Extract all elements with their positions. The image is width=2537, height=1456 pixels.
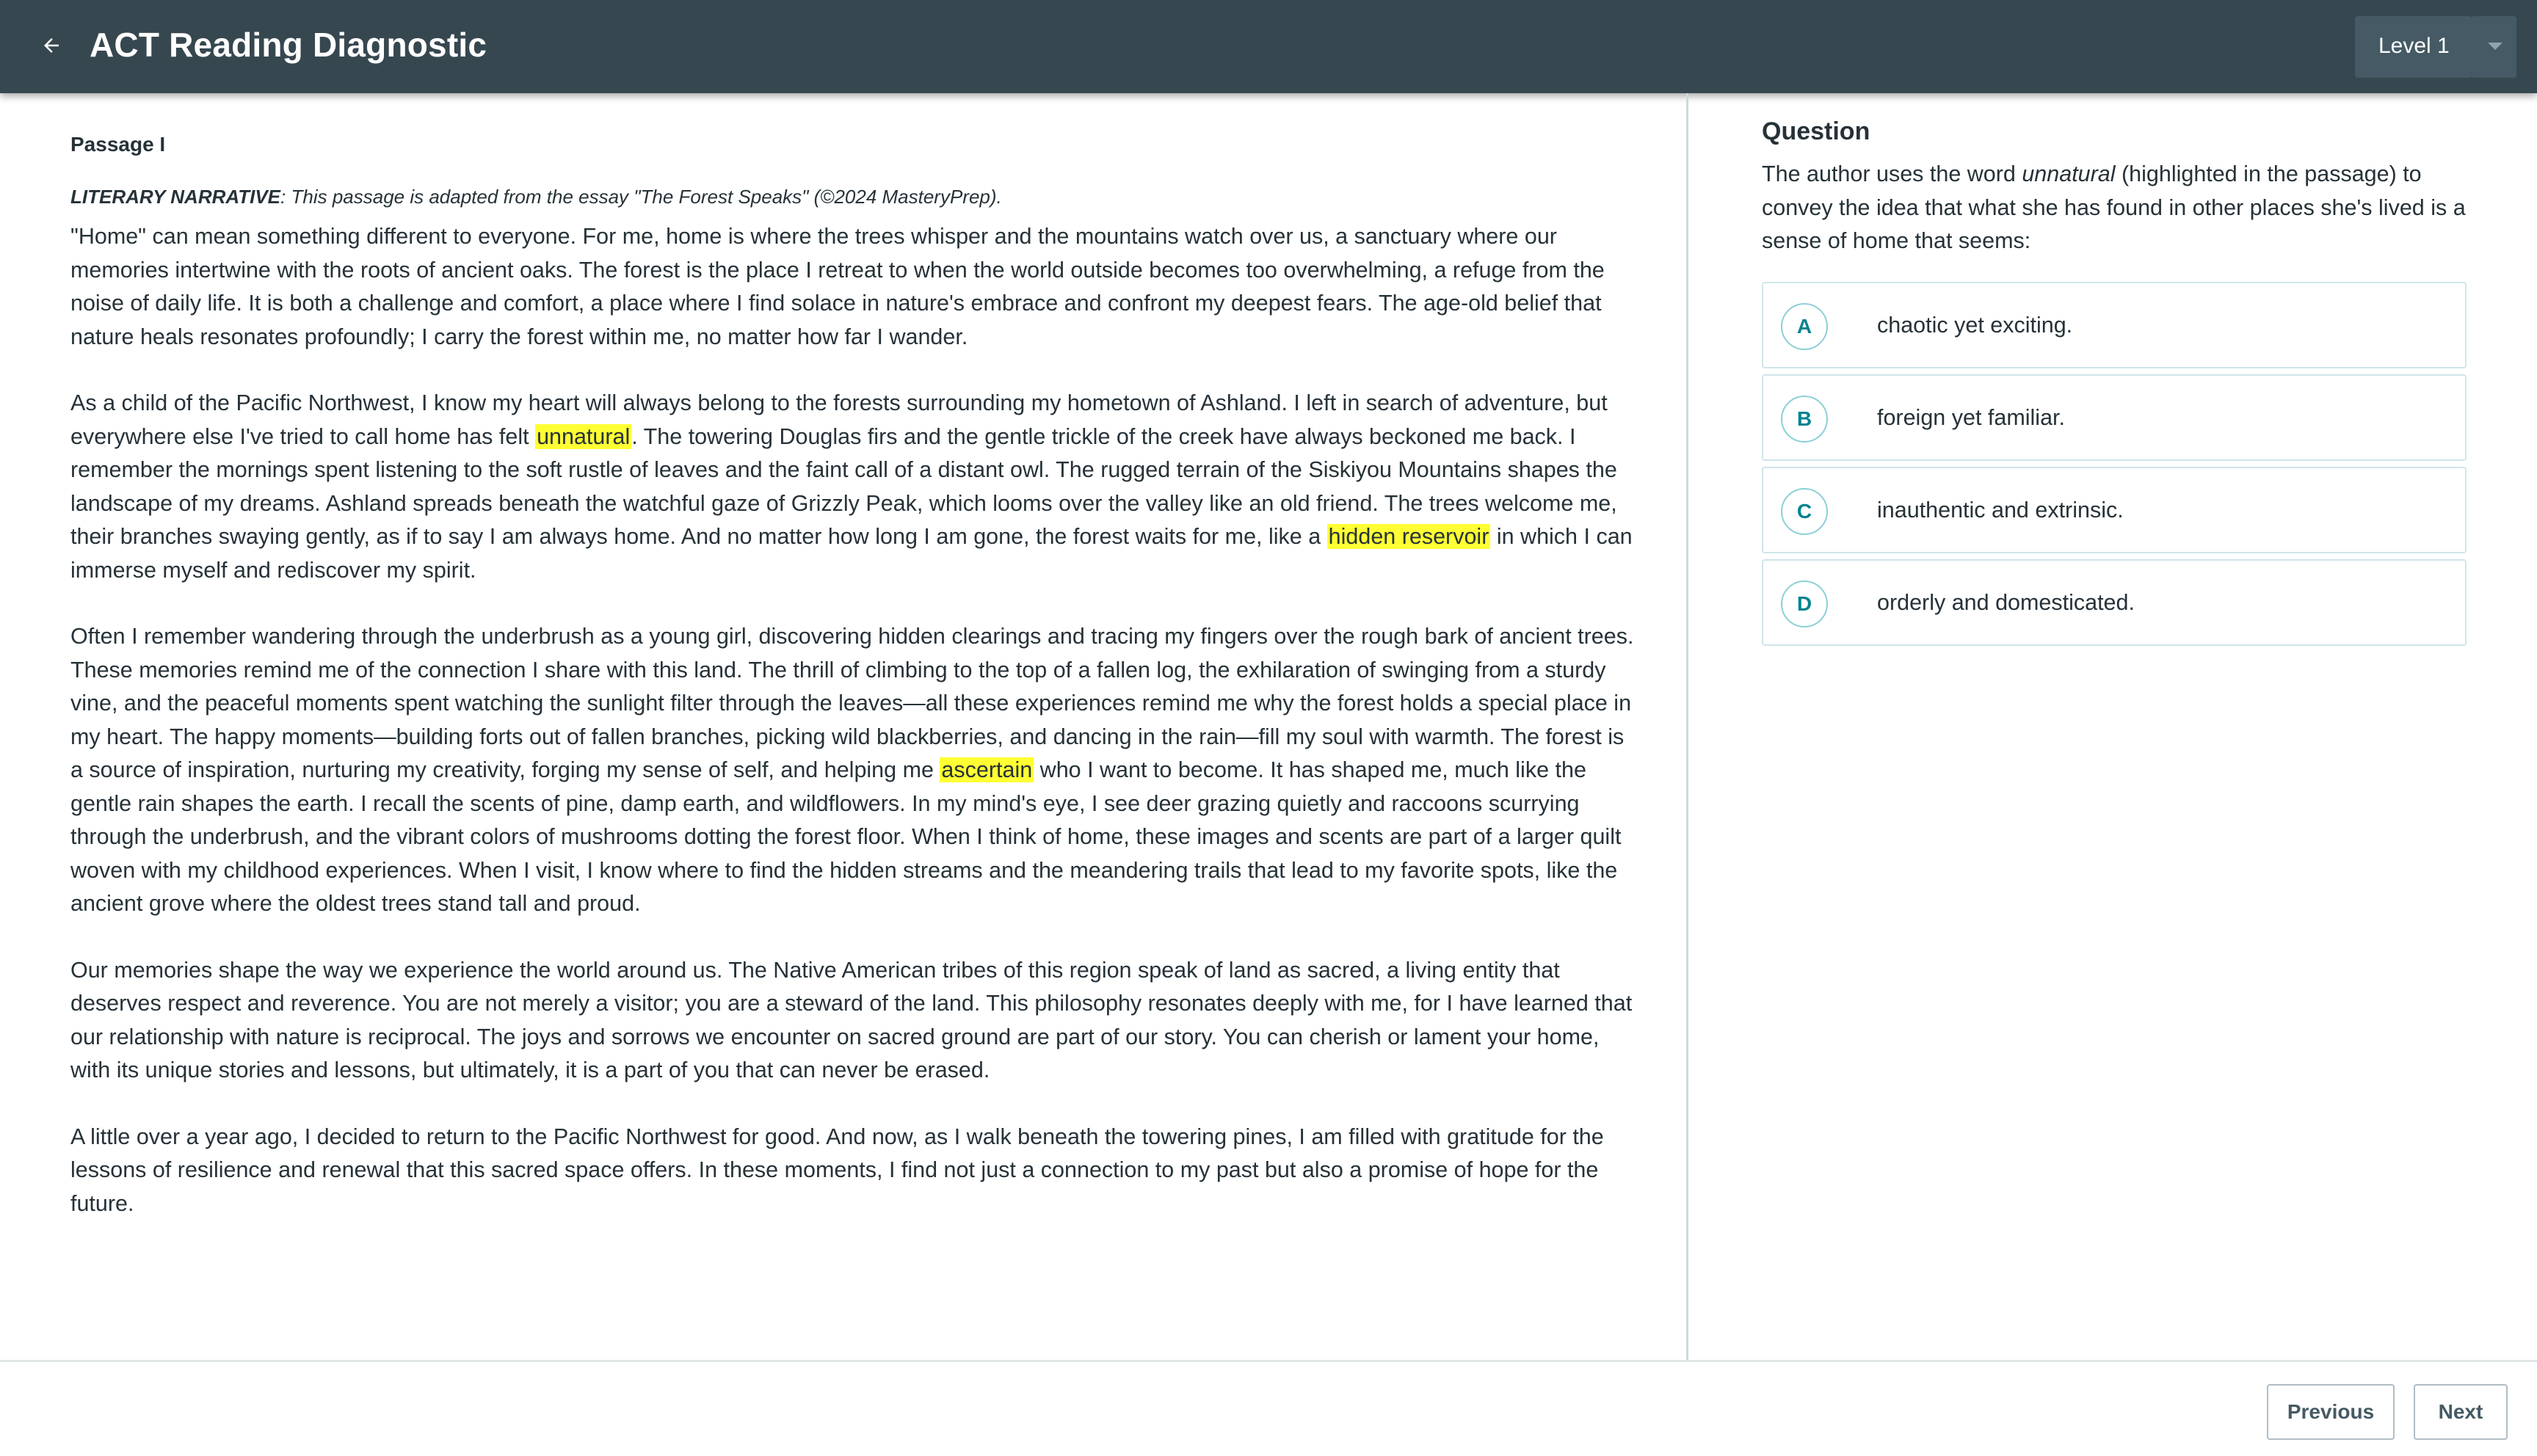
highlighted-term: ascertain bbox=[941, 757, 1033, 782]
choice-letter-badge: D bbox=[1781, 580, 1828, 627]
caret-down-icon bbox=[2488, 43, 2502, 50]
answer-choice-d[interactable] bbox=[1762, 559, 2467, 646]
passage-text: Our memories shape the way we experience the world around us. The Native American tribes of this region speak of land as sacred, a living entity that deserves respect and reverence. You are not merely a visitor; you are a steward of the land. This philosophy resonates deeply with me, for I have learned that our relationship with nature is reciprocal. The joys and sorrows we encounter on sacred ground are part of our story. You can cherish or lament your home, with its unique stories and lessons, but ultimately, it is a part of you that can never be erased. bbox=[70, 957, 1633, 1082]
passage-title: Passage I bbox=[70, 133, 166, 156]
passage-source bbox=[70, 186, 1641, 208]
choice-letter-badge: C bbox=[1781, 488, 1828, 535]
source-label: LITERARY NARRATIVE bbox=[70, 186, 281, 208]
highlighted-term: hidden reservoir bbox=[1328, 524, 1489, 549]
passage-text: "Home" can mean something different to everyone. For me, home is where the trees whisper and the mountains watch over us, a sanctuary where our memories intertwine with the roots of ancient oaks. The forest is the place I retreat to when the world outside becomes too overwhelming, a refuge from the noise of daily life. It is both a challenge and comfort, a place where I find solace in nature's embrace and confront my deepest fears. The age-old belief that nature heals resonates profoundly; I carry the forest within me, no matter how far I wander. bbox=[70, 224, 1605, 349]
source-text: : This passage is adapted from the essay "The Forest Speaks" (©2024 MasteryPrep). bbox=[280, 186, 1002, 208]
passage-paragraph bbox=[70, 954, 1641, 1088]
arrow-left-icon bbox=[40, 34, 62, 57]
back-button[interactable] bbox=[35, 29, 68, 62]
answer-choice-a[interactable] bbox=[1762, 282, 2467, 368]
level-select-value: Level 1 bbox=[2378, 34, 2450, 58]
choice-letter-badge: A bbox=[1781, 303, 1828, 350]
question-text-after: (highlighted in the passage) to convey the idea that what she has found in other places she's lived is a sense of home that seems: bbox=[1762, 161, 2466, 253]
choice-letter-badge: B bbox=[1781, 396, 1828, 443]
passage-panel bbox=[0, 93, 1688, 1360]
passage-text: A little over a year ago, I decided to return to the Pacific Northwest for good. And now, as I walk beneath the towering pines, I am filled with gratitude for the lessons of resilience and renewal that this sacred space offers. In these moments, I find not just a connection to my past but also a promise of hope for the future. bbox=[70, 1124, 1604, 1216]
passage-paragraphs bbox=[70, 220, 1641, 1220]
question-text-emphasis: unnatural bbox=[2022, 161, 2116, 186]
question-heading: Question bbox=[1762, 117, 1870, 145]
previous-button[interactable]: Previous bbox=[2267, 1384, 2395, 1440]
next-button[interactable]: Next bbox=[2414, 1384, 2508, 1440]
choice-text: foreign yet familiar. bbox=[1877, 405, 2065, 430]
passage-text: in which I can immerse myself and rediscover my spirit. bbox=[70, 524, 1633, 583]
footer-nav bbox=[0, 1360, 2537, 1456]
choice-text: inauthentic and extrinsic. bbox=[1877, 498, 2124, 523]
choice-text: chaotic yet exciting. bbox=[1877, 313, 2073, 338]
app-header bbox=[0, 0, 2537, 93]
passage-text: who I want to become. It has shaped me, much like the gentle rain shapes the earth. I recall the scents of pine, damp earth, and wildflowers. In my mind's eye, I see deer grazing quietly and raccoons scurrying through the underbrush, and the vibrant colors of mushrooms dotting the forest floor. When I think of home, these images and scents are part of a larger quilt woven with my childhood experiences. When I visit, I know where to find the hidden streams and the meandering trails that lead to my favorite spots, like the ancient grove where the oldest trees stand tall and proud. bbox=[70, 757, 1622, 916]
passage-text: As a child of the Pacific Northwest, I know my heart will always belong to the forests surrounding my hometown of Ashland. I left in search of adventure, but everywhere else I've tried to call home has felt bbox=[70, 390, 1608, 449]
answer-choice-c[interactable] bbox=[1762, 467, 2467, 553]
question-text-before: The author uses the word bbox=[1762, 161, 2022, 186]
passage-paragraph bbox=[70, 220, 1641, 354]
level-select[interactable] bbox=[2355, 16, 2472, 78]
passage-text: . The towering Douglas firs and the gentle trickle of the creek have always beckoned me back. I remember the mornings spent listening to the soft rustle of leaves and the faint call of a distant owl. The rugged terrain of the Siskiyou Mountains shapes the landscape of my dreams. Ashland spreads beneath the watchful gaze of Grizzly Peak, which looms over the valley like an old friend. The trees welcome me, their branches swaying gently, as if to say I am always home. And no matter how long I am gone, the forest waits for me, like a bbox=[70, 423, 1617, 549]
answer-choice-b[interactable] bbox=[1762, 374, 2467, 461]
passage-content bbox=[70, 133, 1641, 1220]
passage-paragraph bbox=[70, 620, 1641, 921]
passage-paragraph bbox=[70, 1121, 1641, 1221]
passage-paragraph bbox=[70, 387, 1641, 587]
passage-text: Often I remember wandering through the underbrush as a young girl, discovering hidden clearings and tracing my fingers over the rough bark of ancient trees. These memories remind me of the connection I share with this land. The thrill of climbing to the top of a fallen log, the exhilaration of swinging from a sturdy vine, and the peaceful moments spent watching the sunlight filter through the leaves—all these experiences remind me why the forest holds a special place in my heart. The happy moments—building forts out of fallen branches, picking wild blackberries, and dancing in the rain—fill my soul with warmth. The forest is a source of inspiration, nurturing my creativity, forging my sense of self, and helping me bbox=[70, 624, 1634, 782]
question-text bbox=[1762, 158, 2467, 258]
choice-text: orderly and domesticated. bbox=[1877, 590, 2135, 615]
answer-choices bbox=[1762, 282, 2467, 652]
highlighted-term: unnatural bbox=[537, 423, 631, 449]
page-title: ACT Reading Diagnostic bbox=[90, 26, 487, 64]
